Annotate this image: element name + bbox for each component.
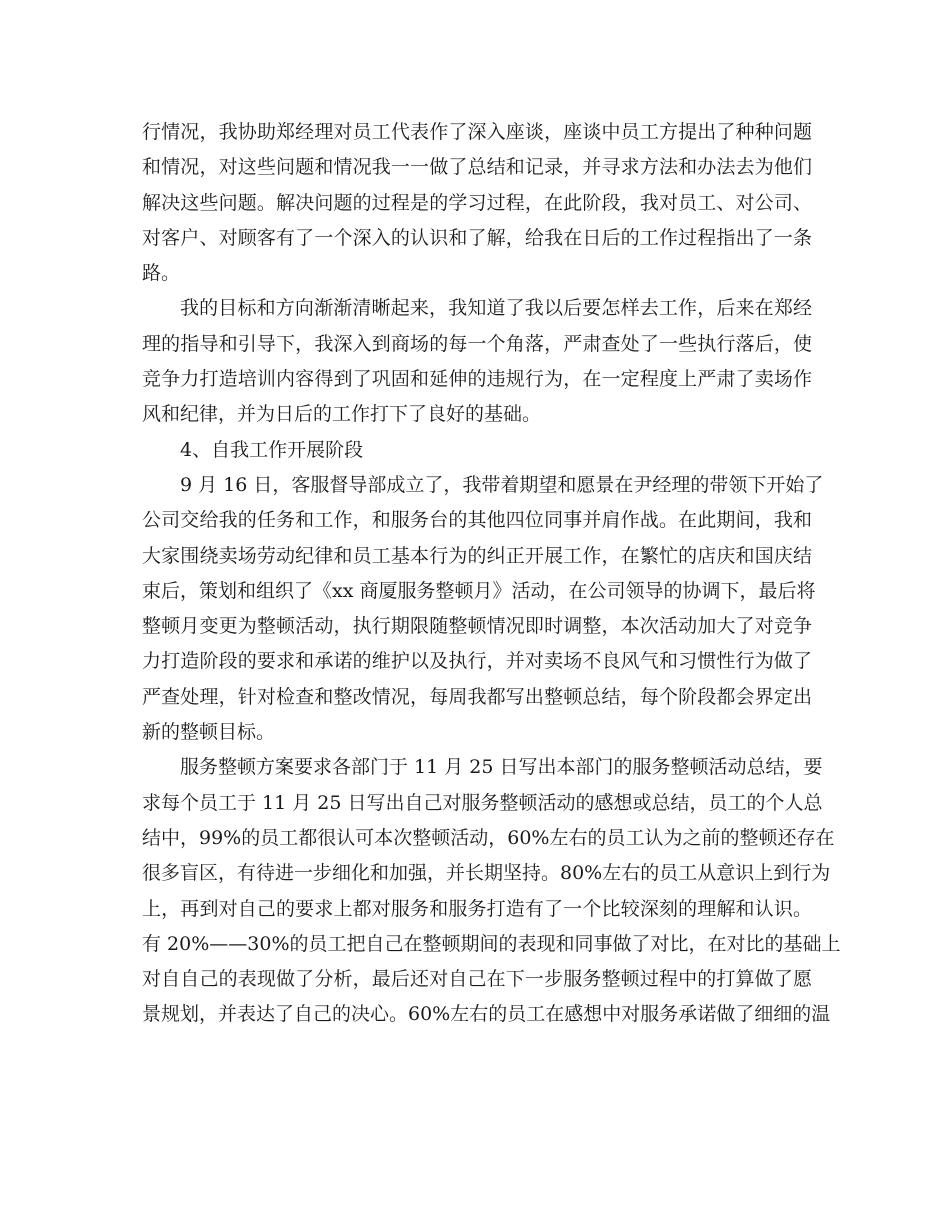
text-line: 有 20%——30%的员工把自己在整顿期间的表现和同事做了对比，在对比的基础上 [142, 932, 841, 955]
text-line: 新的整顿目标。 [142, 721, 276, 744]
text-line: 景规划，并表达了自己的决心。60%左右的员工在感想中对服务承诺做了细细的温 [142, 1003, 831, 1026]
section-heading: 4、自我工作开展阶段 [180, 438, 364, 461]
text-line: 路。 [142, 262, 181, 285]
text-line: 对客户、对顾客有了一个深入的认识和了解，给我在日后的工作过程指出了一条 [142, 226, 812, 249]
text-line: 对自自己的表现做了分析，最后还对自己在下一步服务整顿过程中的打算做了愿 [142, 968, 812, 991]
text-line: 公司交给我的任务和工作，和服务台的其他四位同事并肩作战。在此期间，我和 [142, 509, 812, 532]
text-line: 结中，99%的员工都很认可本次整顿活动，60%左右的员工认为之前的整顿还存在 [142, 826, 835, 849]
text-line: 严查处理，针对检查和整改情况，每周我都写出整顿总结，每个阶段都会界定出 [142, 685, 812, 708]
text-line: 求每个员工于 11 月 25 日写出自己对服务整顿活动的感想或总结，员工的个人总 [142, 791, 823, 814]
text-line: 服务整顿方案要求各部门于 11 月 25 日写出本部门的服务整顿活动总结，要 [180, 756, 823, 779]
text-line: 力打造阶段的要求和承诺的维护以及执行，并对卖场不良风气和习惯性行为做了 [142, 650, 812, 673]
text-line: 上，再到对自己的要求上都对服务和服务打造有了一个比较深刻的理解和认识。 [142, 897, 812, 920]
text-line: 风和纪律，并为日后的工作打下了良好的基础。 [142, 403, 542, 426]
text-line: 竞争力打造培训内容得到了巩固和延伸的违规行为，在一定程度上严肃了卖场作 [142, 368, 812, 391]
text-line: 和情况，对这些问题和情况我一一做了总结和记录，并寻求方法和办法去为他们 [142, 156, 812, 179]
text-line: 束后，策划和组织了《xx 商厦服务整顿月》活动，在公司领导的协调下，最后将 [142, 579, 816, 602]
text-line: 我的目标和方向渐渐清晰起来，我知道了我以后要怎样去工作，后来在郑经 [180, 297, 812, 320]
text-line: 整顿月变更为整顿活动，执行期限随整顿情况即时调整，本次活动加大了对竞争 [142, 615, 812, 638]
text-line: 大家围绕卖场劳动纪律和员工基本行为的纠正开展工作，在繁忙的店庆和国庆结 [142, 544, 812, 567]
document-body [142, 115, 841, 1033]
text-line: 理的指导和引导下，我深入到商场的每一个角落，严肃查处了一些执行落后，使 [142, 332, 812, 355]
text-line: 行情况，我协助郑经理对员工代表作了深入座谈，座谈中员工方提出了种种问题 [142, 121, 812, 143]
text-line: 9 月 16 日，客服督导部成立了，我带着期望和愿景在尹经理的带领下开始了 [180, 473, 824, 496]
text-line: 很多盲区，有待进一步细化和加强，并长期坚持。80%左右的员工从意识上到行为 [142, 862, 831, 885]
text-line: 解决这些问题。解决问题的过程是的学习过程，在此阶段，我对员工、对公司、 [142, 191, 812, 214]
